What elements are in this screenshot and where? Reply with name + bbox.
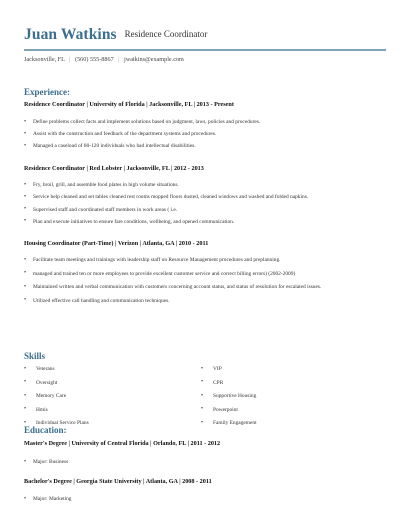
skill-item: • Individual Service Plans xyxy=(24,420,89,434)
list-item: • Fry, broil, grill, and assemble food plates in high volume situations. xyxy=(24,182,390,194)
skill-item: • Family Engagement xyxy=(201,420,257,434)
contact-email[interactable]: jwatkins@example.com xyxy=(124,56,184,63)
skill-item: • VIP xyxy=(201,366,257,380)
degree-major: • Major: Business xyxy=(24,459,390,465)
job-bullets xyxy=(24,182,390,231)
list-item: • Managed a caseload of 80-120 individuals who had intellectual disabilities. xyxy=(24,143,390,155)
candidate-title: Residence Coordinator xyxy=(124,29,208,39)
skill-item: • Memory Care xyxy=(24,393,89,407)
contact-separator: | xyxy=(118,56,120,63)
list-item: • Define problems collect facts and implement solutions based on judgment, laws, policies and procedures. xyxy=(24,119,390,131)
job-bullets xyxy=(24,257,390,311)
list-item: • Supervised staff and coordinated staff members in work areas ( i.e. xyxy=(24,207,390,219)
contact-line xyxy=(24,56,184,63)
contact-phone: (560) 555-8867 xyxy=(75,56,114,63)
skills-left-column xyxy=(24,366,89,434)
skills-right-column xyxy=(201,366,257,434)
list-item: • Maintained written and verbal communication with customers concerning account status, and status of resolution for escalated issues. xyxy=(24,284,390,298)
experience-heading: Experience: xyxy=(24,87,70,97)
job-heading: Housing Coordinator (Part-Time) | Verizon | Atlanta, GA | 2010 - 2011 xyxy=(24,240,209,247)
skills-heading: Skills xyxy=(24,351,46,361)
degree-heading: Bachelor's Degree | Georgia State University | Atlanta, GA | 2008 - 2011 xyxy=(24,478,212,485)
list-item: • Service help cleaned and set tables cleaned rest rooms mopped floors dusted, cleaned windows and washed and folded napkins. xyxy=(24,194,390,206)
contact-separator: | xyxy=(69,56,71,63)
skill-item: • CPR xyxy=(201,380,257,394)
degree-heading: Master's Degree | University of Central Florida | Orlando, FL | 2011 - 2012 xyxy=(24,440,221,447)
list-item: • Facilitate team meetings and trainings with leadership staff on Resource Management procedures and preplanning. xyxy=(24,257,390,271)
contact-location: Jacksonville, FL xyxy=(24,56,65,63)
list-item: • managed and trained ten or more employees to provide excellent customer service and correct billing errors) (2002-2009) xyxy=(24,271,390,285)
header-divider xyxy=(24,49,386,51)
skill-item: • Supportive Housing xyxy=(201,393,257,407)
skill-item: • Powerpoint xyxy=(201,407,257,421)
list-item: • Plan and execute initiatives to ensure fare conditions, wellbeing, and opened communication. xyxy=(24,219,390,231)
job-bullets xyxy=(24,119,390,155)
degree-major: • Major: Marketing xyxy=(24,496,390,502)
degree-details xyxy=(24,459,390,465)
job-heading: Residence Coordinator | Red Lobster | Jacksonville, FL | 2012 - 2013 xyxy=(24,165,204,172)
skill-item: • Hmis xyxy=(24,407,89,421)
resume-header xyxy=(24,26,386,44)
skill-item: • Oversight xyxy=(24,380,89,394)
degree-details xyxy=(24,496,390,502)
list-item: • Assist with the construction and feedback of the department systems and procedures. xyxy=(24,131,390,143)
skill-item: • Veterans xyxy=(24,366,89,380)
candidate-name: Juan Watkins xyxy=(24,26,117,43)
list-item: • Utilized effective call handling and communication techniques. xyxy=(24,298,390,312)
education-heading: Education: xyxy=(24,425,67,435)
job-heading: Residence Coordinator | University of Florida | Jacksonville, FL | 2013 - Present xyxy=(24,101,234,108)
